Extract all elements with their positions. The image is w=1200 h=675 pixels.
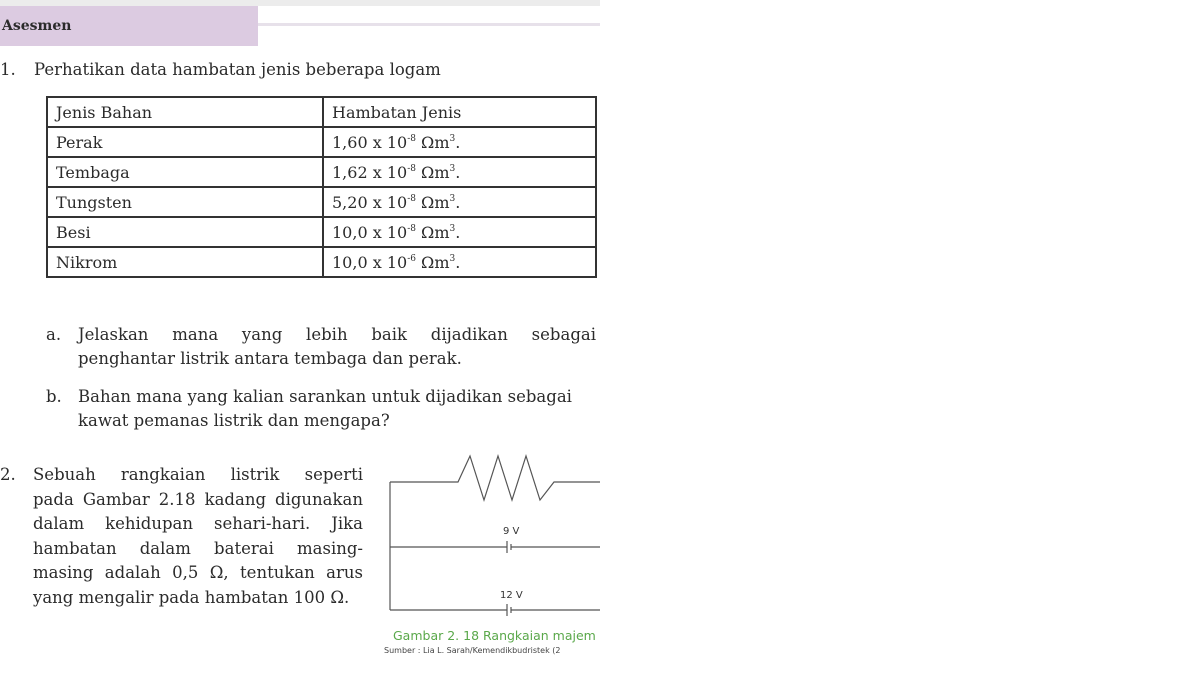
figure-source: Sumber : Lia L. Sarah/Kemendikbudristek (2 <box>384 646 561 655</box>
material-cell: Perak <box>47 127 323 157</box>
sub-question-a <box>46 323 596 371</box>
sub-question-a-line: Jelaskan mana yang lebih baik dijadikan sebagai <box>78 325 596 344</box>
table-row <box>47 187 596 217</box>
resistivity-cell: 1,62 x $10^{-8}$ $\Omega m^3$. <box>323 157 596 187</box>
resistivity-cell: 1,60 x $10^{-8}$ $\Omega m^3$. <box>323 127 596 157</box>
sub-question-a-line: penghantar listrik antara tembaga dan perak. <box>78 349 462 368</box>
battery-1-label: 9 V <box>503 526 520 537</box>
material-cell: Besi <box>47 217 323 247</box>
circuit-diagram <box>380 450 600 622</box>
sub-question-b-label: b. <box>46 387 62 406</box>
question-2-line: yang mengalir pada hambatan 100 Ω. <box>33 587 350 607</box>
resistivity-table <box>46 96 597 278</box>
table-row <box>47 127 596 157</box>
material-cell: Nikrom <box>47 247 323 277</box>
table-header: Jenis Bahan <box>47 97 323 127</box>
table-row <box>47 217 596 247</box>
resistivity-cell: 10,0 x $10^{-6}$ $\Omega m^3$. <box>323 247 596 277</box>
question-2-number: 2. <box>0 465 16 484</box>
resistivity-cell: 10,0 x $10^{-8}$ $\Omega m^3$. <box>323 217 596 247</box>
table-row <box>47 247 596 277</box>
question-2-line: hambatan dalam baterai masing- <box>33 538 363 558</box>
material-cell: Tembaga <box>47 157 323 187</box>
question-2-line: pada Gambar 2.18 kadang digunakan <box>33 489 363 509</box>
table-header-row <box>47 97 596 127</box>
question-2-line: dalam kehidupan sehari-hari. Jika <box>33 514 363 533</box>
question-2-line: Sebuah rangkaian listrik seperti <box>33 465 363 484</box>
table-row <box>47 157 596 187</box>
battery-2-label: 12 V <box>500 590 523 601</box>
resistor-wire <box>390 456 600 500</box>
question-1-text: Perhatikan data hambatan jenis beberapa logam <box>34 60 441 79</box>
figure-caption: Gambar 2. 18 Rangkaian majem <box>393 628 596 643</box>
resistivity-cell: 5,20 x $10^{-8}$ $\Omega m^3$. <box>323 187 596 217</box>
material-cell: Tungsten <box>47 187 323 217</box>
question-2-line: masing adalah 0,5 Ω, tentukan arus <box>33 563 363 582</box>
sub-question-b-line: kawat pemanas listrik dan mengapa? <box>78 411 390 430</box>
sub-question-b <box>46 385 596 433</box>
question-2 <box>0 463 363 610</box>
question-1-number: 1. <box>0 60 16 79</box>
sub-question-a-label: a. <box>46 325 62 344</box>
sub-question-b-line: Bahan mana yang kalian sarankan untuk dijadikan sebagai <box>78 387 572 406</box>
table-header: Hambatan Jenis <box>323 97 596 127</box>
section-rule <box>258 23 600 26</box>
section-title: Asesmen <box>0 6 258 46</box>
